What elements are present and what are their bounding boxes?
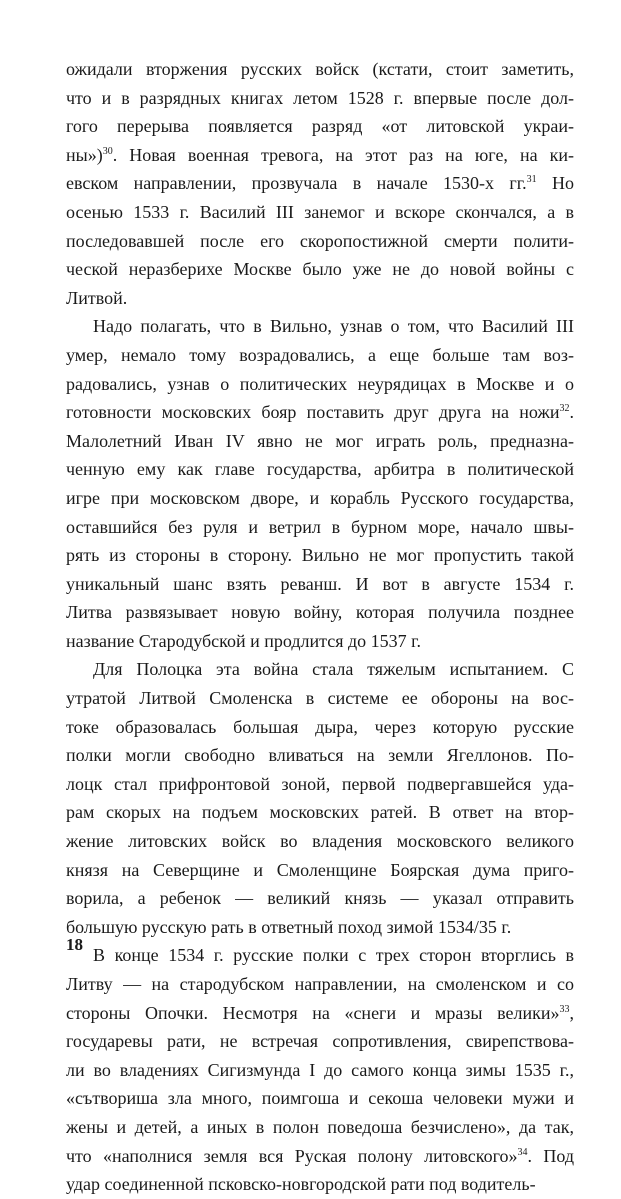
paragraph [66, 55, 574, 312]
text-line [66, 455, 574, 484]
text-segment: , [569, 1002, 574, 1023]
text-segment: рять из стороны в сторону. Вильно не мог пропустить такой [66, 545, 574, 566]
text-segment: лоцк стал прифронтовой зоной, первой подвергавшейся уда- [66, 773, 574, 794]
text-segment: радовались, узнав о политических неурядицах в Москве и о [66, 373, 574, 394]
text-segment: ли во владениях Сигизмунда I до самого конца зимы 1535 г., [66, 1059, 574, 1080]
text-line [66, 541, 574, 570]
text-segment: жены и детей, а иных в полон поведоша безчислено», да так, [66, 1116, 574, 1137]
text-line [66, 84, 574, 113]
text-segment: Для Полоцка эта война стала тяжелым испытанием. С [93, 659, 574, 680]
paragraph [66, 312, 574, 655]
text-segment: утратой Литвой Смоленска в системе ее обороны на вос- [66, 688, 574, 709]
text-line [66, 312, 574, 341]
footnote-reference: 31 [526, 174, 537, 186]
text-segment: евском направлении, прозвучала в начале 1530-х гг. [66, 173, 527, 194]
text-line [66, 741, 574, 770]
text-segment: игре при московском дворе, и корабль Русского государства, [66, 487, 574, 508]
text-line [66, 999, 574, 1028]
text-segment: оставшийся без руля и ветрил в бурном море, начало швы- [66, 516, 574, 537]
text-segment: уникальный шанс взять реванш. И вот в августе 1534 г. [66, 573, 574, 594]
paragraph [66, 941, 574, 1198]
text-segment: последовавшей после его скоропостижной смерти полити- [66, 230, 574, 251]
text-line [66, 1027, 574, 1056]
text-segment: умер, немало тому возрадовались, а еще больше там воз- [66, 344, 574, 365]
footnote-reference: 33 [559, 1003, 570, 1015]
text-segment: жение литовских войск во владения московского великого [66, 831, 574, 852]
text-segment: государевы рати, не встречая сопротивления, свирепствова- [66, 1031, 574, 1052]
text-line [66, 370, 574, 399]
text-line [66, 1056, 574, 1085]
text-line [66, 513, 574, 542]
text-segment: большую русскую рать в ответный поход зимой 1534/35 г. [66, 916, 512, 937]
text-line [66, 770, 574, 799]
text-line [66, 112, 574, 141]
text-line [66, 655, 574, 684]
text-line [66, 341, 574, 370]
text-line [66, 427, 574, 456]
text-line [66, 169, 574, 198]
text-segment: Надо полагать, что в Вильно, узнав о том, что Василий III [93, 316, 574, 337]
footnote-reference: 30 [102, 145, 113, 157]
text-segment: гого перерыва появляется разряд «от литовской украи- [66, 116, 574, 137]
text-line [66, 798, 574, 827]
text-segment: осенью 1533 г. Василий III занемог и вскоре скончался, а в [66, 201, 574, 222]
text-line [66, 1084, 574, 1113]
text-line [66, 398, 574, 427]
text-segment: ческой неразберихе Москве было уже не до новой войны с [66, 259, 574, 280]
text-segment: ожидали вторжения русских войск (кстати, стоит заметить, [66, 59, 574, 79]
text-line [66, 884, 574, 913]
text-line [66, 255, 574, 284]
text-segment: . Под [527, 1145, 575, 1166]
text-segment: ворила, а ребенок — великий князь — указал отправить [66, 888, 574, 909]
text-line [66, 1142, 574, 1171]
text-line [66, 284, 574, 313]
text-line [66, 198, 574, 227]
text-segment: Литва развязывает новую войну, которая получила позднее [66, 602, 574, 623]
footnote-reference: 32 [559, 403, 570, 415]
text-segment: князя на Северщине и Смоленщине Боярская дума приго- [66, 859, 574, 880]
footnote-reference: 34 [517, 1146, 528, 1158]
text-segment: «сътвориша зла много, поимгоша и секоша человеки мужи и [66, 1088, 574, 1109]
text-line [66, 227, 574, 256]
text-line [66, 55, 574, 84]
text-segment: токе образовалась большая дыра, через которую русские [66, 716, 574, 737]
page-number: 18 [66, 935, 83, 954]
text-segment: . Новая военная тревога, на этот раз на юге, на ки- [112, 144, 574, 165]
text-segment: Малолетний Иван IV явно не мог играть роль, предназна- [66, 430, 574, 451]
text-line [66, 1113, 574, 1142]
book-page-text [66, 55, 574, 1199]
text-segment: стороны Опочки. Несмотря на «снеги и мразы велики» [66, 1002, 560, 1023]
text-line [66, 1170, 574, 1199]
text-segment: . [569, 402, 574, 423]
text-line [66, 827, 574, 856]
paragraph [66, 655, 574, 941]
text-segment: полки могли свободно вливаться на земли Ягеллонов. По- [66, 745, 574, 766]
text-segment: Литву — на стародубском направлении, на смоленском и со [66, 974, 574, 994]
text-segment: рам скорых на подъем московских ратей. В ответ на втор- [66, 802, 574, 823]
text-segment: что и в разрядных книгах летом 1528 г. впервые после дол- [66, 87, 574, 108]
text-line [66, 598, 574, 627]
text-line [66, 627, 574, 656]
text-line [66, 913, 574, 942]
text-segment: удар соединенной псковско-новгородской рати под водитель- [66, 1174, 536, 1195]
text-line [66, 941, 574, 970]
text-segment: В конце 1534 г. русские полки с трех сторон вторглись в [93, 945, 574, 966]
text-line [66, 970, 574, 999]
text-segment: ченную ему как главе государства, арбитра в политической [66, 459, 574, 480]
text-line [66, 570, 574, 599]
text-line [66, 713, 574, 742]
text-segment: ны») [66, 144, 103, 165]
text-line [66, 684, 574, 713]
text-segment: что «наполнися земля вся Руская полону литовского» [66, 1145, 518, 1166]
text-line [66, 141, 574, 170]
text-segment: название Стародубской и продлится до 1537 г. [66, 630, 421, 651]
text-line [66, 856, 574, 885]
text-line [66, 484, 574, 513]
text-segment: Но [536, 173, 574, 194]
text-segment: готовности московских бояр поставить друг друга на ножи [66, 402, 560, 423]
text-segment: Литвой. [66, 287, 128, 308]
